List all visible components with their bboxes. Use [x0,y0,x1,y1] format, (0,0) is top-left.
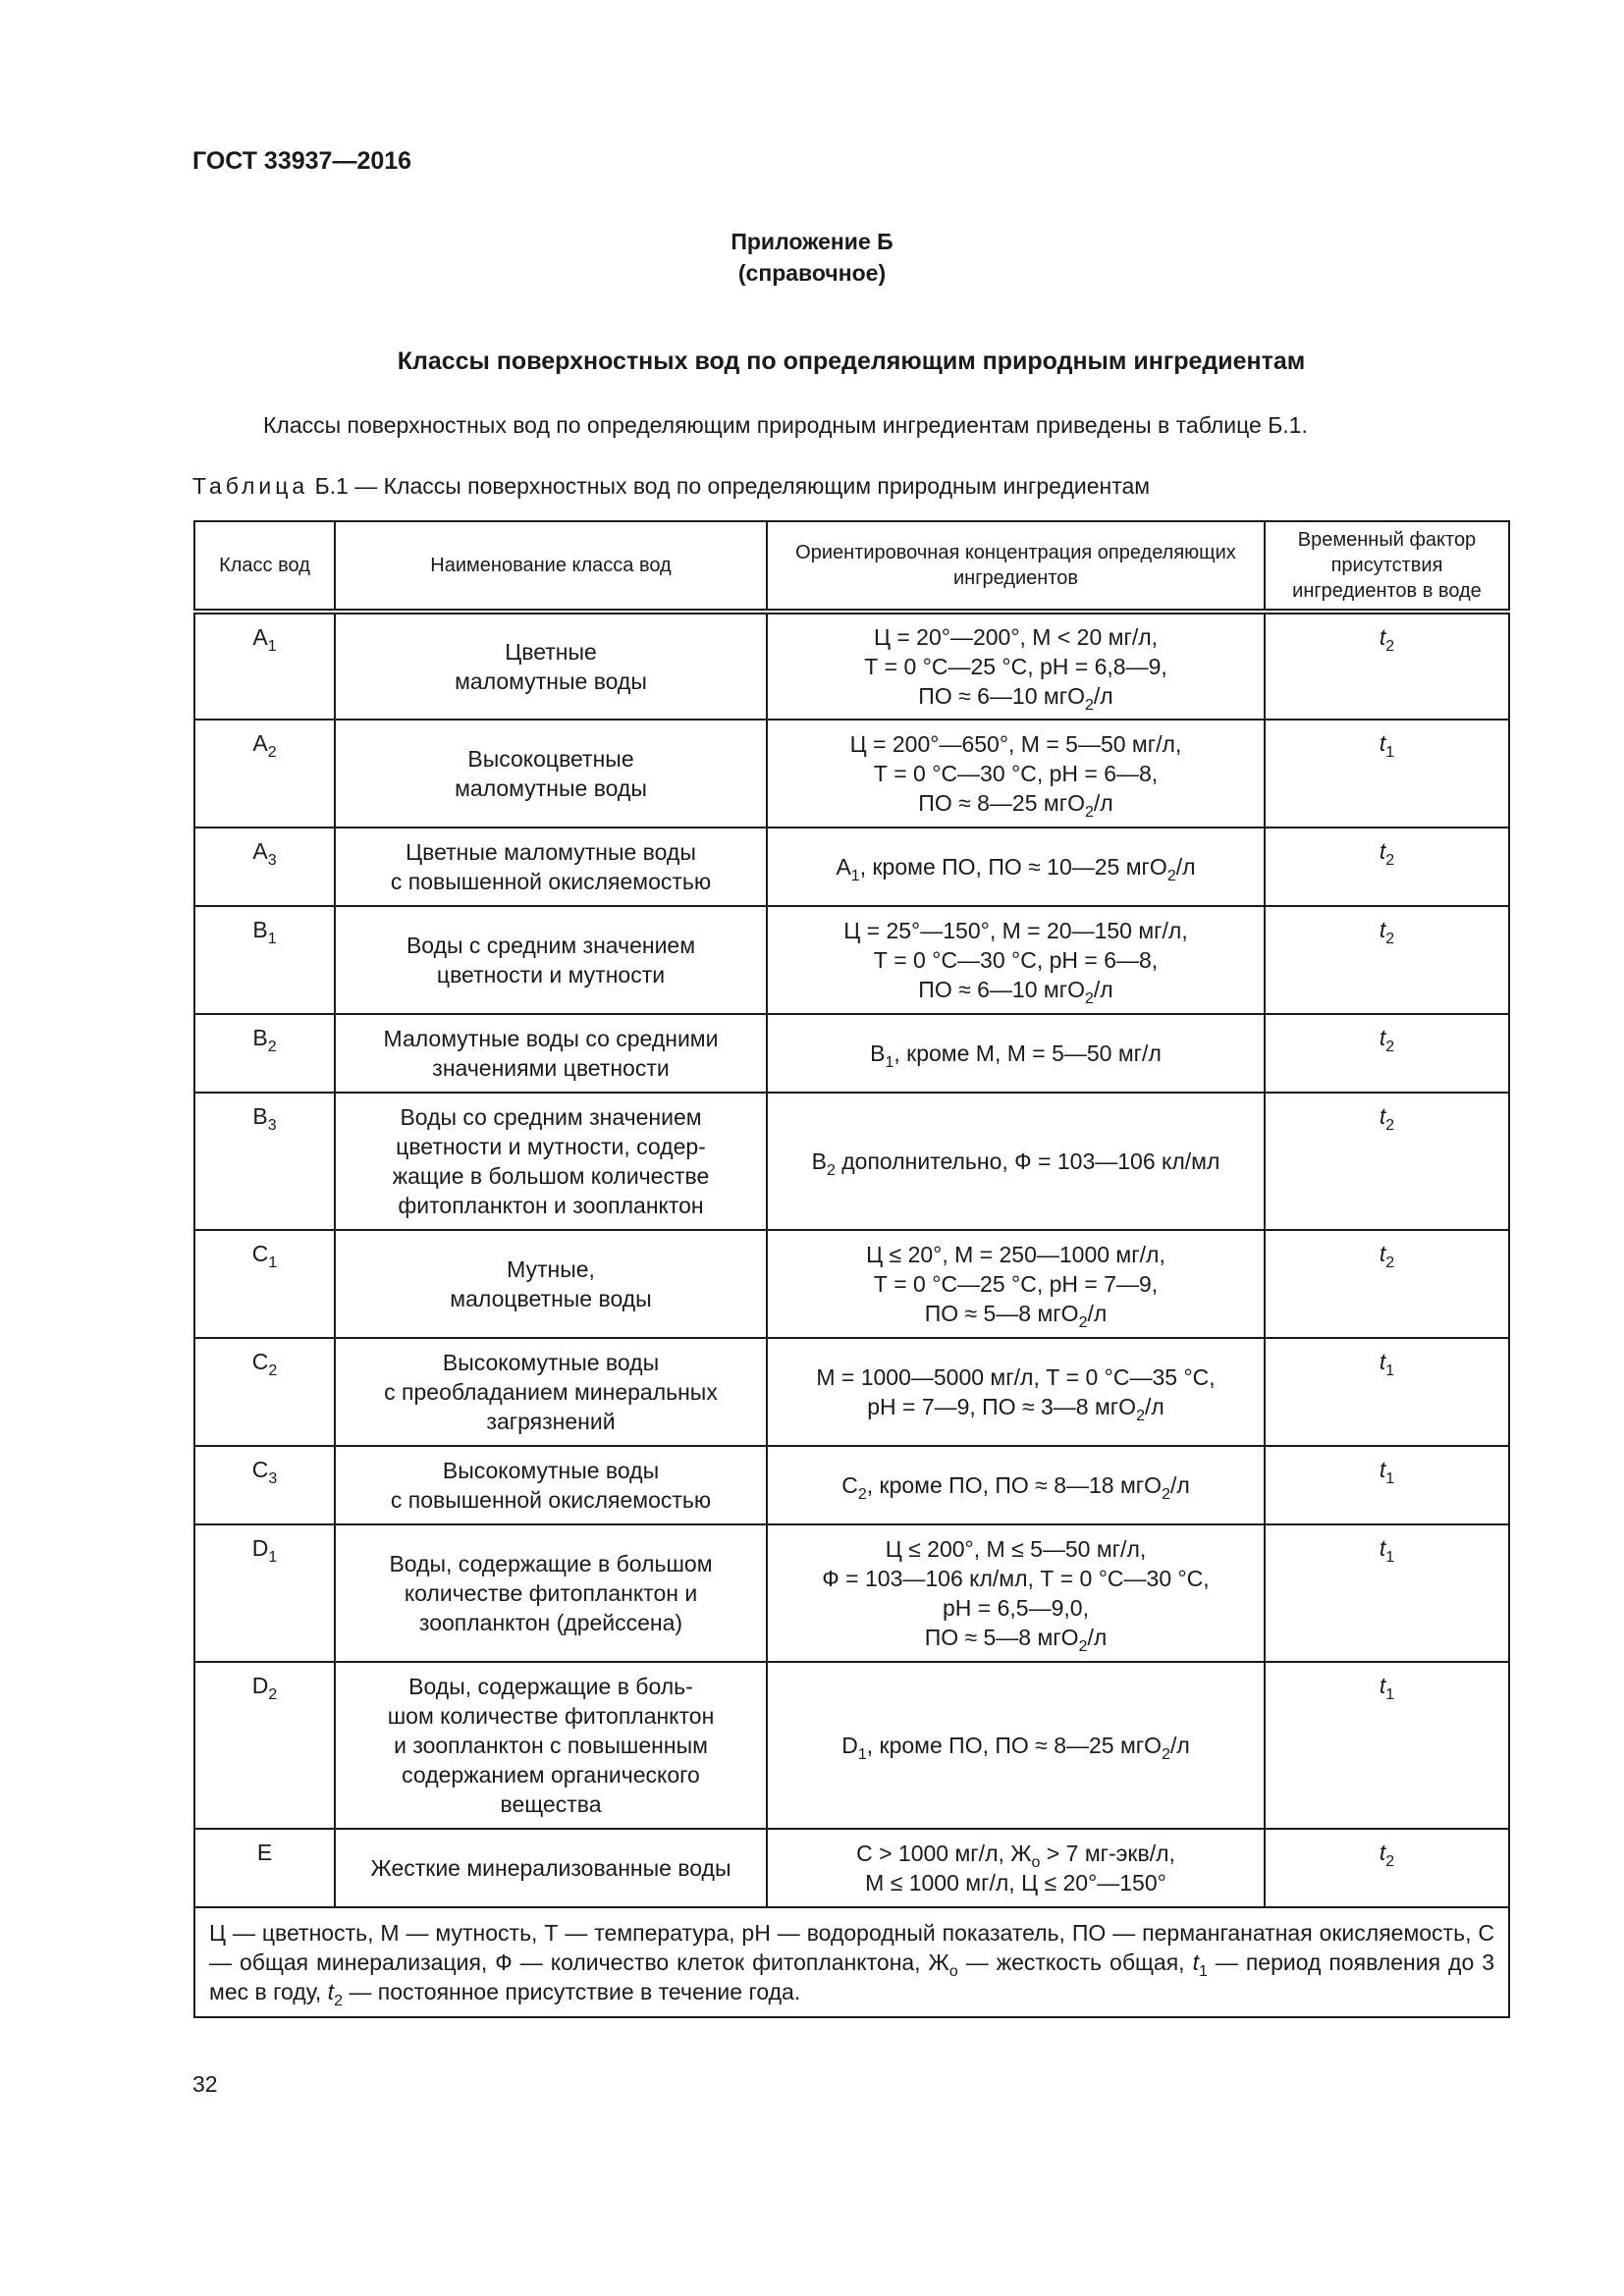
concentration-line [776,1470,1256,1503]
header-time-factor: Временный фактор присутствия ингредиентов в воде [1265,521,1509,612]
subscript: 1 [1385,1686,1395,1703]
concentration-line [776,1731,1256,1763]
text-segment: Е [256,1840,273,1865]
subscript: 1 [268,1255,278,1271]
class-name-line: Высокоцветные [467,746,634,772]
subscript: 1 [857,1746,867,1763]
table-caption-prefix: Таблица [192,473,309,499]
header-concentration: Ориентировочная концентрация определяющих ингредиентов [767,521,1265,612]
text-segment: — период появления до 3 мес в году, [209,1949,1495,2004]
concentration-line [776,759,1256,788]
concentration-line [776,1039,1256,1071]
class-cell [194,1093,335,1230]
table-row [194,720,1509,828]
class-name-line: загрязнений [486,1409,616,1434]
subscript: 2 [1385,852,1395,869]
concentration-line [776,852,1256,884]
class-name-line: с повышенной окисляемостью [390,869,712,894]
concentration-cell [767,612,1265,720]
concentration-line [776,1623,1256,1655]
concentration-cell [767,906,1265,1014]
class-name-cell [335,1829,767,1907]
text-segment: А [836,854,851,880]
text-segment: В [252,1025,268,1050]
table-row [194,1093,1509,1230]
class-cell [194,1446,335,1524]
concentration-line [776,652,1256,681]
concentration-line [776,1147,1256,1179]
class-name-line: вещества [500,1791,602,1817]
text-segment: В [252,917,268,942]
subscript: 2 [1385,1117,1395,1134]
text-segment: М ≤ 1000 мг/л, Ц ≤ 20°—150° [865,1870,1166,1896]
class-name-line: с повышенной окисляемостью [390,1487,712,1513]
concentration-cell [767,1014,1265,1093]
subscript: 2 [1078,1638,1088,1655]
time-factor-cell [1265,1829,1509,1907]
concentration-cell [767,1524,1265,1662]
concentration-line [776,1534,1256,1564]
header-class: Класс вод [194,521,335,612]
class-name-line: цветности и мутности, содер- [396,1134,706,1159]
concentration-line [776,1299,1256,1331]
time-factor-cell [1265,1446,1509,1524]
text-segment: /л [1144,1394,1164,1419]
class-name-line: Цветные [505,639,597,665]
table-body [194,612,1509,1907]
subscript: о [1031,1854,1041,1871]
class-name-line: цветности и мутности [436,962,666,988]
time-factor-cell [1265,720,1509,828]
class-name-cell [335,906,767,1014]
subscript: 2 [267,1039,277,1055]
intro-paragraph: Классы поверхностных вод по определяющим природным ингредиентам приведены в таблице Б.1. [263,412,1308,438]
subscript: 2 [268,1362,278,1379]
class-cell [194,1524,335,1662]
concentration-line [776,916,1256,945]
class-name-cell [335,612,767,720]
class-name-cell [335,828,767,906]
text-segment: t [327,1979,335,2004]
text-segment: — жесткость общая, [957,1949,1185,1975]
table-row [194,1014,1509,1093]
concentration-line [776,622,1256,652]
class-name-line: Высокомутные воды [442,1350,660,1375]
text-segment: D [251,1535,269,1561]
text-segment: /л [1093,977,1113,1002]
subscript: 2 [826,1162,836,1179]
subscript: 2 [1385,1853,1395,1870]
text-segment: Т = 0 °С—30 °С, рН = 6—8, [873,947,1159,973]
text-segment: /л [1169,1733,1190,1758]
text-segment: > 7 мг-экв/л, [1040,1841,1175,1866]
water-classes-table [193,520,1510,2018]
class-name-cell [335,1230,767,1338]
text-segment: — постоянное присутствие в течение года. [342,1979,801,2004]
text-segment: ПО ≈ 8—25 мгО [918,790,1085,816]
class-name-cell [335,1338,767,1446]
text-segment: М = 1000—5000 мг/л, Т = 0 °С—35 °С, [816,1364,1216,1390]
subscript: 1 [268,1549,278,1566]
subscript: 2 [1136,1408,1145,1424]
text-segment: /л [1087,1301,1108,1326]
concentration-line [776,945,1256,975]
table-caption-text: Б.1 — Классы поверхностных вод по определяющим природным ингредиентам [308,473,1151,499]
text-segment: рН = 7—9, ПО ≈ 3—8 мгО [867,1394,1137,1419]
subscript: 1 [1385,1362,1395,1379]
text-segment: t [1379,1349,1386,1374]
subscript: 2 [1166,868,1176,884]
class-name-line: значениями цветности [432,1055,670,1081]
time-factor-cell [1265,1524,1509,1662]
subscript: 2 [1385,1255,1395,1271]
class-cell [194,612,335,720]
text-segment: В [870,1041,886,1066]
text-segment: С [251,1349,269,1374]
text-segment: С [841,1472,858,1498]
document-code: ГОСТ 33937—2016 [192,147,412,175]
text-segment: ПО ≈ 6—10 мгО [918,683,1085,709]
class-name-line: Воды с средним значением [406,933,696,958]
text-segment: t [1379,730,1386,756]
text-segment: дополнительно, Ф = 103—106 кл/мл [835,1148,1220,1174]
concentration-cell [767,1338,1265,1446]
text-segment: С [251,1457,269,1482]
subscript: 2 [1084,990,1094,1007]
subscript: 3 [267,852,277,869]
text-segment: D [841,1733,858,1758]
table-row [194,828,1509,906]
text-segment: /л [1169,1472,1190,1498]
class-name-line: зоопланктон (дрейссена) [418,1610,683,1635]
class-name-cell [335,1662,767,1829]
subscript: 3 [267,1117,277,1134]
concentration-line [776,1392,1256,1424]
class-name-line: Воды со средним значением [400,1104,702,1130]
text-segment: /л [1087,1625,1108,1650]
class-name-line: фитопланктон и зоопланктон [398,1193,704,1218]
class-name-line: содержанием органического [402,1762,700,1788]
time-factor-cell [1265,612,1509,720]
text-segment: Ц — цветность, М — мутность, Т — температура, рН — водородный показатель, ПО — перманганатная окисляемость, С — общая минерализация, Ф — количество клеток фитопланктона, Ж [209,1920,1494,1975]
class-cell [194,1662,335,1829]
time-factor-cell [1265,828,1509,906]
notes-content [209,1918,1495,2009]
class-name-line: Мутные, [507,1256,595,1282]
text-segment: Ц ≤ 200°, М ≤ 5—50 мг/л, [885,1536,1147,1562]
class-name-cell [335,720,767,828]
text-segment: , кроме ПО, ПО ≈ 10—25 мгО [859,854,1167,880]
subscript: 1 [1385,1549,1395,1566]
class-name-line: с преобладанием минеральных [384,1379,718,1405]
time-factor-cell [1265,906,1509,1014]
subscript: 2 [1084,697,1094,714]
class-name-line: Жесткие минерализованные воды [370,1855,731,1881]
text-segment: , кроме ПО, ПО ≈ 8—18 мгО [866,1472,1163,1498]
text-segment: Ц = 25°—150°, М = 20—150 мг/л, [843,918,1188,943]
class-cell [194,1338,335,1446]
class-cell [194,828,335,906]
subscript: 1 [885,1054,894,1071]
subscript: 2 [1162,1746,1170,1763]
concentration-line [776,1593,1256,1623]
table-row [194,1662,1509,1829]
subscript: 2 [1078,1314,1088,1331]
text-segment: А [252,838,268,864]
text-segment: В [252,1103,268,1129]
text-segment: рН = 6,5—9,0, [943,1595,1089,1621]
concentration-line [776,788,1256,821]
subscript: 1 [267,931,277,947]
class-name-cell [335,1446,767,1524]
text-segment: t [1379,1673,1386,1698]
time-factor-cell [1265,1230,1509,1338]
class-cell [194,1829,335,1907]
text-segment: /л [1175,854,1196,880]
text-segment: t [1379,1457,1386,1482]
text-segment: Т = 0 °С—25 °С, рН = 6,8—9, [864,654,1167,679]
subscript: 2 [267,744,277,761]
subscript: 2 [1084,804,1094,821]
class-name-cell [335,1524,767,1662]
text-segment: /л [1093,683,1113,709]
text-segment: t [1379,1840,1386,1865]
table-caption [192,473,1150,500]
concentration-line [776,1240,1256,1269]
subscript: 2 [1385,931,1395,947]
subscript: о [948,1963,958,1980]
subscript: 1 [1385,1470,1395,1487]
text-segment: В [811,1148,827,1174]
subscript: 1 [850,868,860,884]
text-segment: , кроме М, М = 5—50 мг/л [893,1041,1162,1066]
concentration-line [776,1564,1256,1593]
appendix-kind: (справочное) [737,260,887,286]
time-factor-cell [1265,1093,1509,1230]
concentration-line [776,1362,1256,1392]
concentration-cell [767,1829,1265,1907]
class-name-line: количестве фитопланктон и [404,1580,698,1606]
concentration-cell [767,1662,1265,1829]
class-name-line: Цветные маломутные воды [406,839,696,865]
text-segment: t [1379,1241,1386,1266]
text-segment: ПО ≈ 6—10 мгО [918,977,1085,1002]
class-name-line: шом количестве фитопланктон [387,1703,715,1729]
table-header-row [194,521,1509,612]
text-segment: , кроме ПО, ПО ≈ 8—25 мгО [866,1733,1163,1758]
appendix-title: Приложение Б [731,229,893,254]
class-name-line: маломутные воды [455,668,647,694]
header-name: Наименование класса вод [335,521,767,612]
class-name-line: малоцветные воды [450,1286,652,1311]
table-row [194,612,1509,720]
subscript: 2 [1385,1039,1395,1055]
page-number: 32 [192,2071,218,2097]
concentration-cell [767,1446,1265,1524]
time-factor-cell [1265,1338,1509,1446]
notes-row [194,1907,1509,2017]
table-row [194,1446,1509,1524]
table-row [194,1829,1509,1907]
class-name-line: Высокомутные воды [442,1458,660,1483]
subscript: 1 [267,638,277,655]
text-segment: Т = 0 °С—30 °С, рН = 6—8, [873,761,1159,786]
concentration-cell [767,1230,1265,1338]
text-segment: t [1379,917,1386,942]
text-segment: Ц = 200°—650°, М = 5—50 мг/л, [849,731,1182,757]
class-name-line: и зоопланктон с повышенным [394,1733,708,1758]
text-segment: Ф = 103—106 кл/мл, Т = 0 °С—30 °С, [822,1566,1210,1591]
subscript: 2 [334,1993,343,2009]
text-segment: D [251,1673,269,1698]
text-segment: С [251,1241,269,1266]
appendix-heading [0,226,1624,289]
text-segment: А [252,730,268,756]
text-segment: С > 1000 мг/л, Ж [856,1841,1032,1866]
subscript: 2 [1385,638,1395,655]
text-segment: t [1379,1535,1386,1561]
concentration-line [776,1839,1256,1871]
text-segment: t [1192,1949,1199,1975]
subscript: 1 [1198,1963,1208,1980]
class-name-line: маломутные воды [455,775,647,801]
subscript: 1 [1385,744,1395,761]
class-cell [194,1230,335,1338]
text-segment: t [1379,1025,1386,1050]
time-factor-cell [1265,1014,1509,1093]
class-cell [194,906,335,1014]
concentration-line [776,1269,1256,1299]
table-row [194,906,1509,1014]
concentration-cell [767,828,1265,906]
class-name-line: Воды, содержащие в боль- [408,1674,693,1699]
text-segment: Ц = 20°—200°, М < 20 мг/л, [873,624,1159,650]
section-title: Классы поверхностных вод по определяющим природным ингредиентам [397,347,1306,375]
text-segment: t [1379,624,1386,650]
class-name-line: жащие в большом количестве [392,1163,710,1189]
table-row [194,1338,1509,1446]
class-cell [194,1014,335,1093]
text-segment: /л [1093,790,1113,816]
text-segment: Ц ≤ 20°, М = 250—1000 мг/л, [866,1242,1165,1267]
subscript: 3 [268,1470,278,1487]
table-row [194,1524,1509,1662]
concentration-line [776,1868,1256,1897]
text-segment: ПО ≈ 5—8 мгО [924,1301,1079,1326]
text-segment: t [1379,838,1386,864]
class-name-line: Маломутные воды со средними [383,1026,719,1051]
concentration-line [776,975,1256,1007]
concentration-cell [767,720,1265,828]
class-name-cell [335,1014,767,1093]
subscript: 2 [1162,1486,1170,1503]
table-row [194,1230,1509,1338]
subscript: 2 [857,1486,867,1503]
concentration-line [776,729,1256,759]
text-segment: ПО ≈ 5—8 мгО [924,1625,1079,1650]
text-segment: А [252,624,268,650]
concentration-line [776,681,1256,714]
class-name-line: Воды, содержащие в большом [389,1551,713,1576]
time-factor-cell [1265,1662,1509,1829]
class-name-cell [335,1093,767,1230]
text-segment: Т = 0 °С—25 °С, рН = 7—9, [873,1271,1159,1297]
class-cell [194,720,335,828]
concentration-cell [767,1093,1265,1230]
text-segment: t [1379,1103,1386,1129]
subscript: 2 [268,1686,278,1703]
table-notes [194,1907,1509,2017]
